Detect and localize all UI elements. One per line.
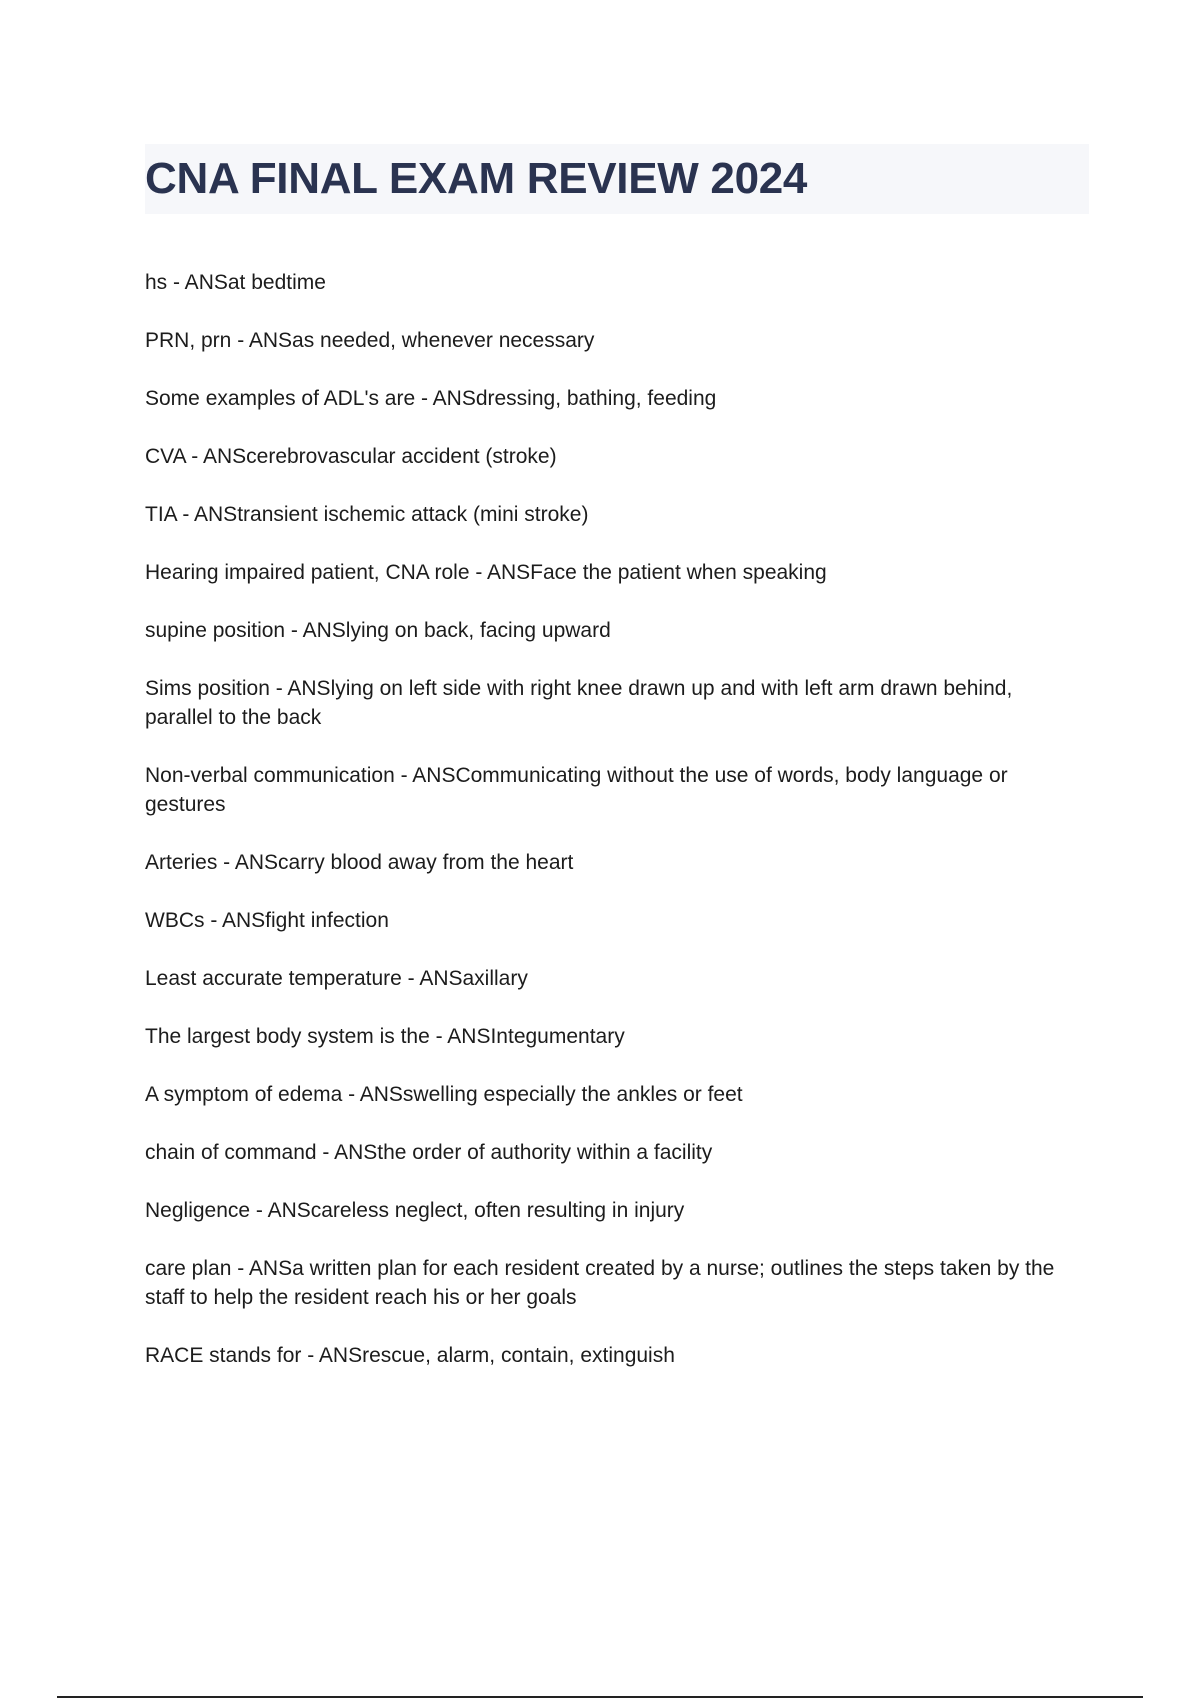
qa-item: PRN, prn - ANSas needed, whenever necessary <box>145 329 595 352</box>
qa-item: Arteries - ANScarry blood away from the heart <box>145 851 574 874</box>
qa-item: Hearing impaired patient, CNA role - ANSFace the patient when speaking <box>145 561 827 584</box>
qa-item: Least accurate temperature - ANSaxillary <box>145 967 528 990</box>
qa-item: A symptom of edema - ANSswelling especially the ankles or feet <box>145 1083 743 1106</box>
qa-item: The largest body system is the - ANSIntegumentary <box>145 1025 625 1048</box>
qa-item: WBCs - ANSfight infection <box>145 909 389 932</box>
qa-item: TIA - ANStransient ischemic attack (mini stroke) <box>145 503 589 526</box>
qa-item: Some examples of ADL's are - ANSdressing, bathing, feeding <box>145 387 717 410</box>
qa-item: RACE stands for - ANSrescue, alarm, contain, extinguish <box>145 1344 675 1367</box>
qa-item: supine position - ANSlying on back, facing upward <box>145 619 611 642</box>
document-title: CNA FINAL EXAM REVIEW 2024 <box>145 154 808 203</box>
qa-list <box>145 268 1085 1399</box>
qa-item: Sims position - ANSlying on left side with right knee drawn up and with left arm drawn behind, parallel to the back <box>145 677 1013 729</box>
qa-item: hs - ANSat bedtime <box>145 271 326 294</box>
qa-item: Negligence - ANScareless neglect, often resulting in injury <box>145 1199 685 1222</box>
qa-item: chain of command - ANSthe order of authority within a facility <box>145 1141 713 1164</box>
qa-item: care plan - ANSa written plan for each resident created by a nurse; outlines the steps taken by the staff to help the resident reach his or her goals <box>145 1257 1055 1309</box>
qa-item: Non-verbal communication - ANSCommunicating without the use of words, body language or gestures <box>145 764 1008 816</box>
qa-item: CVA - ANScerebrovascular accident (stroke) <box>145 445 557 468</box>
page-bottom-divider <box>57 1696 1143 1698</box>
